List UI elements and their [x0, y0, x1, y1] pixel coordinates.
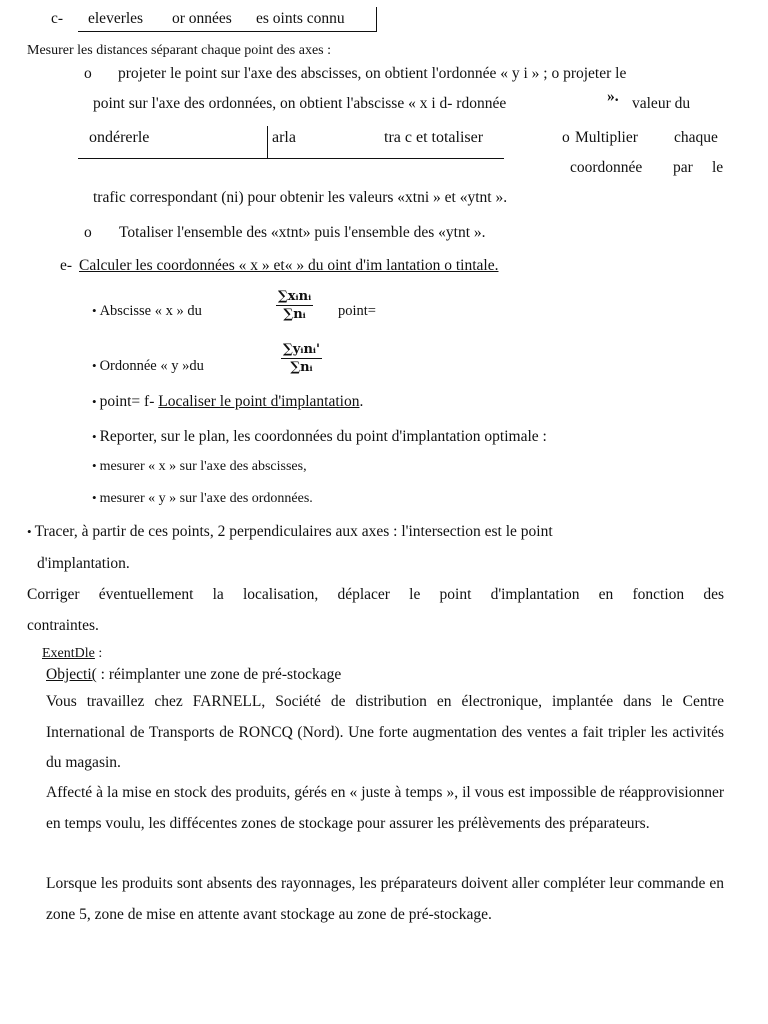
- list-item-1-line-2: point sur l'axe des ordonnées, on obtient l'abscisse « x i d- rdonnée: [93, 95, 507, 112]
- abscisse-fraction: [276, 289, 313, 322]
- mesurer-x-text: mesurer « x » sur l'axe des abscisses,: [99, 459, 307, 474]
- top-line-prefix: c-: [51, 10, 64, 27]
- abscisse-denominator: ∑nᵢ: [283, 307, 306, 322]
- localiser-prefix: point= f-: [99, 393, 155, 410]
- section-e-title: Calculer les coordonnées « x » et« » du oint d'im lantation o tintale.: [79, 257, 499, 274]
- objectif-line: [46, 666, 341, 684]
- ordonnee-numerator: ∑yᵢnᵢ': [283, 342, 320, 357]
- bullet-glyph: •: [92, 303, 97, 318]
- localiser-suffix: .: [359, 393, 364, 410]
- list-item-1-line-2-end: valeur du: [632, 95, 691, 112]
- exemple-paragraph-3: Lorsque les produits sont absents des rayonnages, les préparateurs doivent aller compléter leur commande en zone 5, zone de mise en attente avant stockage au zone de pré-stockage.: [46, 875, 724, 923]
- coord-word-1: coordonnée: [570, 159, 643, 176]
- exemple-paragraph-1: Vous travaillez chez FARNELL, Société de distribution en électronique, implantée dans le Centre International de Transports de RONCQ (Nord). Une forte augmentation des ventes a fait tripler les activités du magasin.: [46, 693, 724, 771]
- abscisse-numerator: ∑xᵢnᵢ: [278, 289, 312, 304]
- point-equals: point=: [338, 303, 376, 319]
- coord-word-3: le: [712, 159, 724, 176]
- bullet-localiser: [92, 393, 363, 411]
- bullet-tracer: [27, 523, 553, 541]
- formula-ordonnee-row: [92, 357, 204, 375]
- ordonnee-fraction: [281, 342, 322, 375]
- multiplier-word-1: Multiplier: [575, 129, 638, 146]
- exemple-colon: :: [98, 646, 103, 661]
- formula-abscisse-row: [92, 302, 202, 320]
- inline-table-row: [78, 124, 504, 159]
- bullet-mesurer-x: [92, 458, 307, 475]
- list-marker: o: [84, 65, 92, 82]
- coord-word-2: par: [673, 159, 693, 176]
- list-marker-3: o: [84, 224, 92, 241]
- bullet-glyph: •: [92, 429, 97, 444]
- bullet-glyph: •: [92, 490, 97, 505]
- tracer-line-2: d'implantation.: [37, 555, 130, 572]
- bullet-reporter: [92, 428, 547, 446]
- section-e-prefix: e-: [60, 257, 73, 274]
- trafic-line: trafic correspondant (ni) pour obtenir les valeurs «xtni » et «ytnt ».: [93, 189, 508, 206]
- corriger-line-1: [27, 586, 724, 604]
- reporter-text: Reporter, sur le plan, les coordonnées du point d'implantation optimale :: [99, 428, 547, 445]
- tracer-line-1: Tracer, à partir de ces points, 2 perpendiculaires aux axes : l'intersection est le point: [34, 523, 553, 540]
- objectif-text: : réimplanter une zone de pré-stockage: [100, 666, 342, 683]
- list-item-1-line-1: projeter le point sur l'axe des abscisses, on obtient l'ordonnée « y i » ; o projeter le: [118, 65, 627, 82]
- exemple-label: ExentDle: [42, 646, 95, 661]
- localiser-link: Localiser le point d'implantation: [158, 393, 360, 410]
- objectif-label: Objecti(: [46, 666, 97, 683]
- ordonnee-label: Ordonnée « y »du: [99, 358, 204, 374]
- multiplier-word-2: chaque: [674, 129, 718, 146]
- multiplier-marker: o: [562, 129, 570, 146]
- measure-heading: Mesurer les distances séparant chaque point des axes :: [27, 43, 332, 58]
- abscisse-label: Abscisse « x » du: [99, 303, 202, 319]
- top-table-row: [78, 7, 377, 32]
- top-cell-1: eleverles: [88, 10, 144, 27]
- bullet-glyph: •: [92, 358, 97, 373]
- inline-cell-3: tra c et totaliser: [384, 129, 484, 146]
- bullet-mesurer-y: [92, 490, 313, 507]
- corriger-text-1: Corriger éventuellement la localisation, déplacer le point d'implantation en fonction des: [27, 586, 724, 603]
- exemple-paragraph-2: Affecté à la mise en stock des produits, gérés en « juste à temps », il vous est impossible de réapprovisionner en temps voulu, les diffécentes zones de stockage pour assurer les prélèvements des préparateurs.: [46, 784, 724, 832]
- bullet-glyph: •: [27, 524, 32, 539]
- bullet-glyph: •: [92, 458, 97, 473]
- inline-cell-divider: [267, 126, 268, 158]
- top-cell-3: es oints connu: [256, 10, 345, 27]
- exemple-heading: [42, 646, 102, 662]
- list-item-1-mark: ».: [607, 88, 619, 105]
- list-item-3: Totaliser l'ensemble des «xtnt» puis l'ensemble des «ytnt ».: [119, 224, 486, 241]
- mesurer-y-text: mesurer « y » sur l'axe des ordonnées.: [99, 491, 313, 506]
- inline-cell-1: ondérerle: [89, 129, 150, 146]
- top-cell-2: or onnées: [172, 10, 232, 27]
- bullet-glyph: •: [92, 394, 97, 409]
- corriger-line-2: contraintes.: [27, 617, 99, 634]
- inline-cell-2: arla: [272, 129, 296, 146]
- ordonnee-denominator: ∑nᵢ: [290, 360, 313, 375]
